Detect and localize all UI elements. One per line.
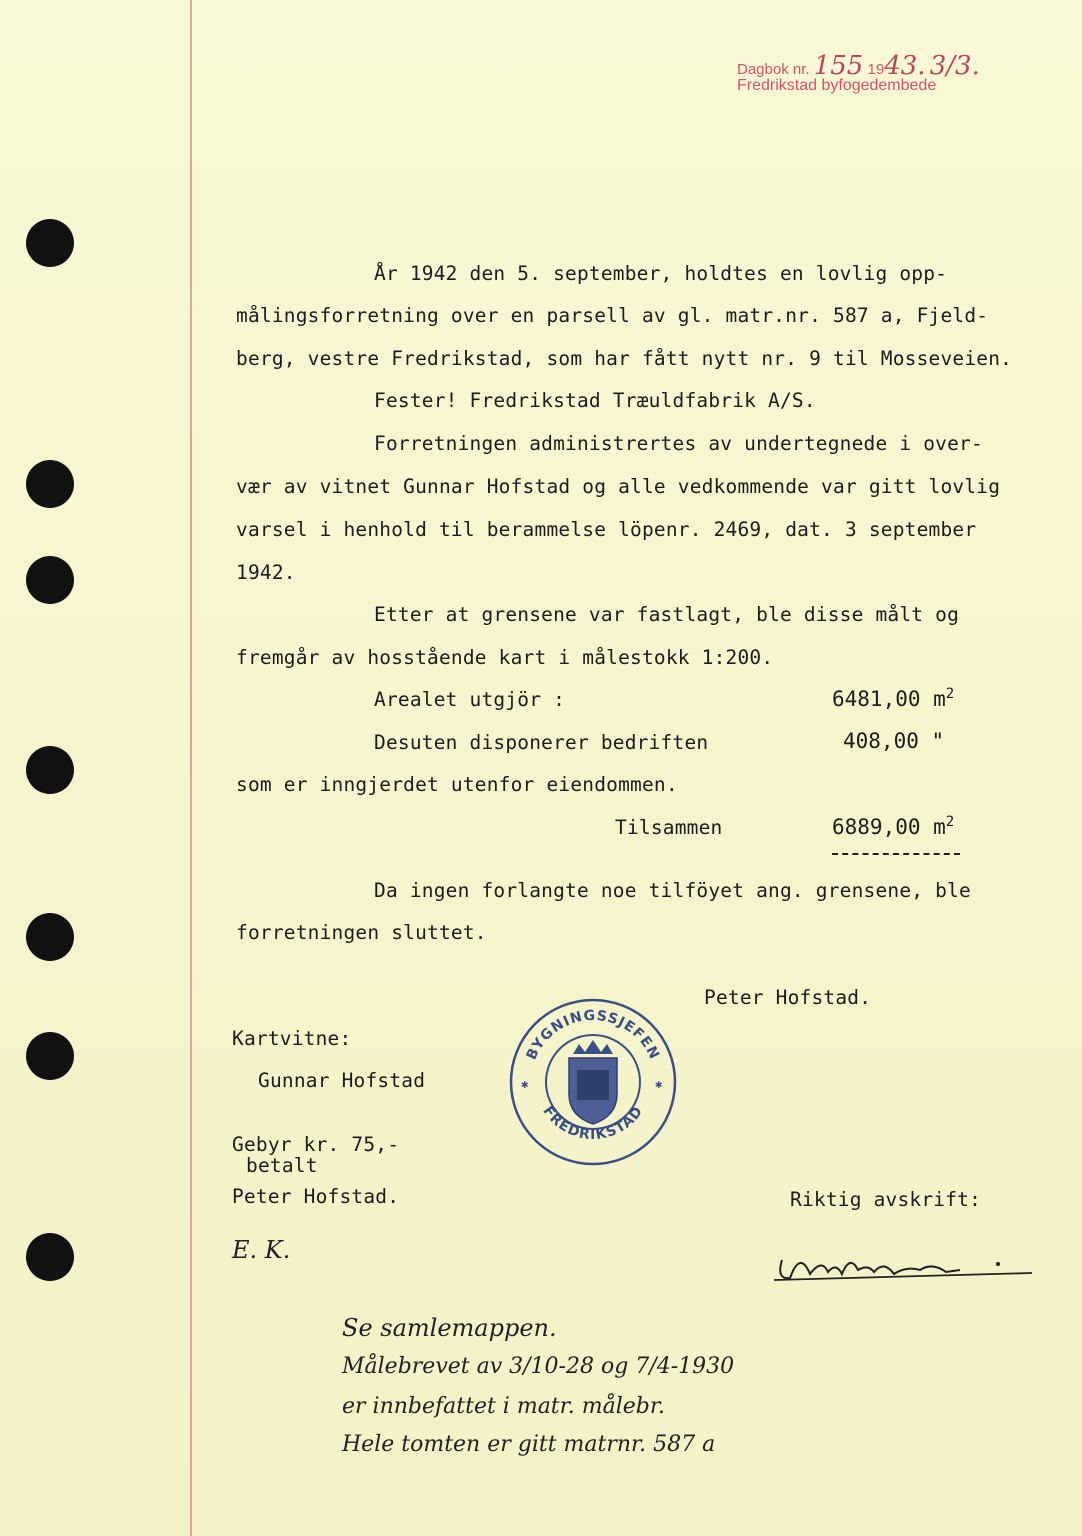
body-line-9: Etter at grensene var fastlagt, ble disse målt og <box>374 603 960 626</box>
diary-label: Dagbok nr. <box>737 61 810 78</box>
official-seal <box>507 996 679 1168</box>
margin-rule <box>190 0 192 1536</box>
crown-icon <box>573 1040 613 1054</box>
punch-hole <box>26 556 74 604</box>
diary-date: 3/3. <box>929 51 980 81</box>
body-line-7: varsel i henhold til berammelse löpenr. 2469, dat. 3 september <box>236 518 977 541</box>
body-line-3: berg, vestre Fredrikstad, som har fått nytt nr. 9 til Mosseveien. <box>236 347 1013 370</box>
diary-year: 43. <box>884 51 926 81</box>
handwritten-initials: E. K. <box>232 1236 291 1264</box>
diary-stamp <box>737 51 980 96</box>
handwritten-note-4: Hele tomten er gitt matrnr. 587 a <box>342 1432 716 1457</box>
punch-hole <box>26 913 74 961</box>
body-line-2: målingsforretning over en parsell av gl. matr.nr. 587 a, Fjeld- <box>236 304 989 327</box>
seal-text-top: BYGNINGSSJEFEN <box>523 1007 663 1063</box>
body-line-10: fremgår av hosstående kart i målestokk 1:200. <box>236 646 774 669</box>
witness-name: Gunnar Hofstad <box>258 1069 426 1092</box>
witness-label: Kartvitne: <box>232 1027 352 1050</box>
handwritten-note-1: Se samlemappen. <box>342 1314 557 1342</box>
castle-icon <box>577 1070 609 1100</box>
seal-text-bottom: FREDRIKSTAD <box>539 1103 647 1144</box>
body-line-8: 1942. <box>236 561 296 584</box>
punch-hole <box>26 460 74 508</box>
closing-line-1: Da ingen forlangte noe tilföyet ang. grensene, ble <box>374 879 971 902</box>
handwritten-signature <box>770 1240 1040 1290</box>
punch-hole <box>26 1233 74 1281</box>
closing-line-2: forretningen sluttet. <box>236 921 487 944</box>
punch-hole <box>26 1032 74 1080</box>
office-name: Fredrikstad byfogedembede <box>737 77 937 94</box>
body-line-4: Fester! Fredrikstad Træuldfabrik A/S. <box>374 389 816 412</box>
total-underline <box>832 848 960 855</box>
total-value: 6889,00 $m^2$ <box>832 814 955 839</box>
total-label: Tilsammen <box>615 816 723 839</box>
handwritten-note-3: er innbefattet i matr. målebr. <box>342 1394 665 1419</box>
fee-signer: Peter Hofstad. <box>232 1185 400 1208</box>
fee-line-1: Gebyr kr. 75,- <box>232 1133 400 1156</box>
fee-line-2: betalt <box>246 1154 318 1177</box>
seal-star-right: ✱ <box>655 1077 663 1091</box>
body-line-5: Forretningen administrertes av undertegnede i over- <box>374 432 983 455</box>
area-value: 6481,00 $m^2$ <box>832 686 955 711</box>
signer-name: Peter Hofstad. <box>704 986 872 1009</box>
punch-hole <box>26 219 74 267</box>
area-label: Arealet utgjör : <box>374 688 566 711</box>
diary-number: 155 <box>813 51 864 81</box>
body-line-1: År 1942 den 5. september, holdtes en lovlig opp- <box>374 262 948 285</box>
seal-star-left: ✱ <box>521 1077 529 1091</box>
punch-hole <box>26 746 74 794</box>
extra-value: 408,00 " <box>843 729 945 753</box>
copy-label: Riktig avskrift: <box>790 1188 982 1211</box>
extra-note: som er inngjerdet utenfor eiendommen. <box>236 773 678 796</box>
body-line-6: vær av vitnet Gunnar Hofstad og alle vedkommende var gitt lovlig <box>236 475 1001 498</box>
extra-label: Desuten disponerer bedriften <box>374 731 709 754</box>
handwritten-note-2: Målebrevet av 3/10-28 og 7/4-1930 <box>342 1354 735 1379</box>
diary-year-prefix: 19 <box>867 61 885 78</box>
